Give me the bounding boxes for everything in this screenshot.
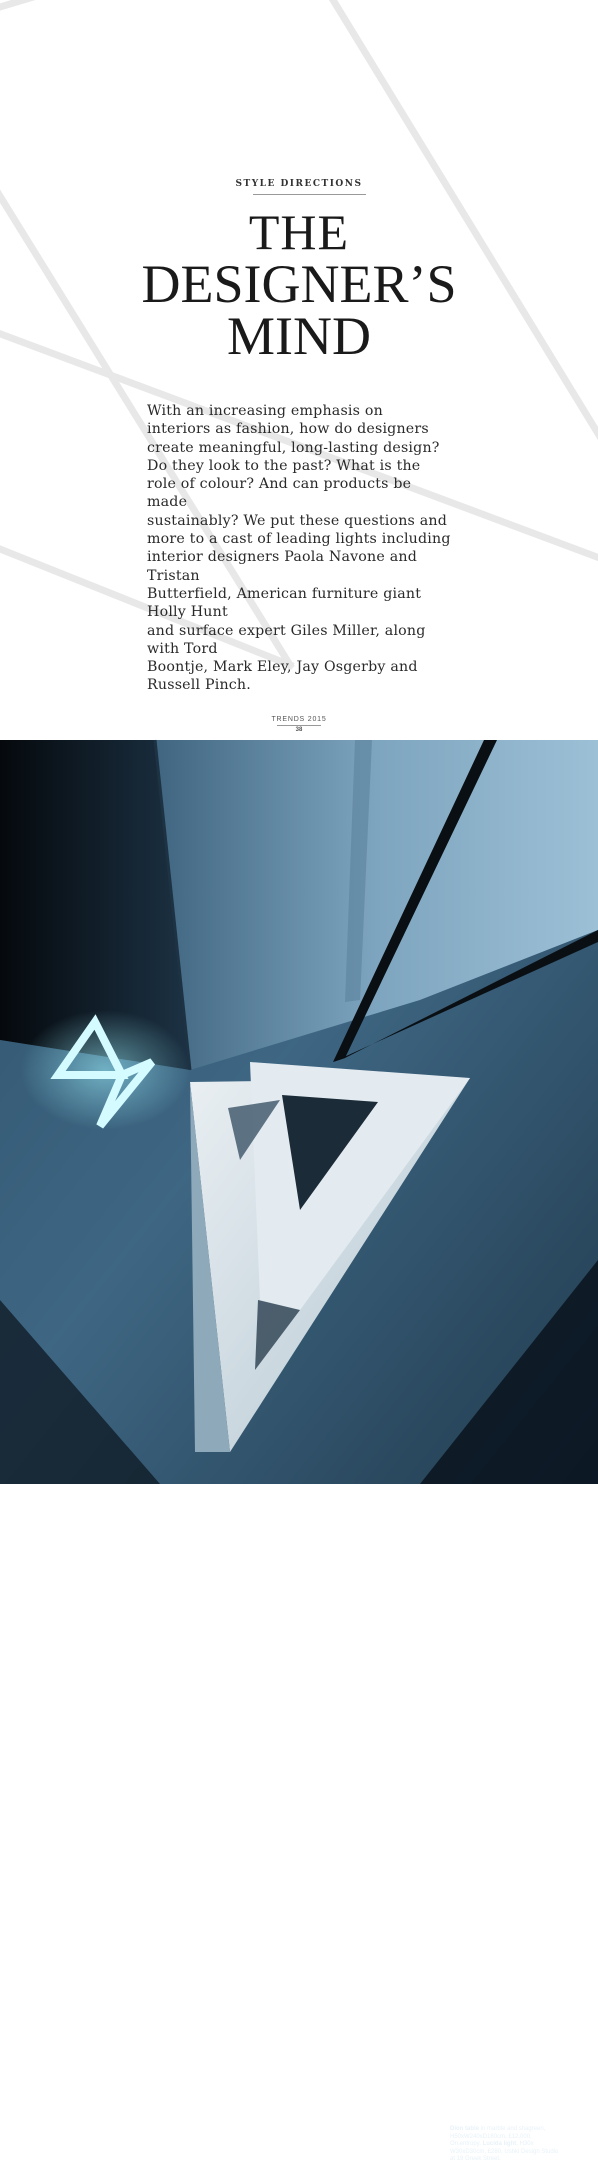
intro-line: Boontje, Mark Eley, Jay Osgerby and Russell Pinch. bbox=[147, 659, 418, 694]
article-page bbox=[0, 0, 598, 740]
headline-line-1: THE bbox=[248, 204, 350, 260]
caption-title-lucida: Lucida light bbox=[482, 2141, 517, 2148]
intro-line: more to a cast of leading lights including bbox=[147, 531, 451, 548]
folio-title: TRENDS 2015 bbox=[271, 716, 327, 723]
headline-line-3: MIND bbox=[227, 306, 371, 366]
product-photo bbox=[0, 740, 598, 2163]
intro-line: and surface expert Giles Miller, along with Tord bbox=[147, 622, 426, 657]
page-number: 38 bbox=[295, 727, 303, 733]
headline-line-2: DESIGNER’S bbox=[141, 254, 457, 314]
intro-line: interior designers Paola Navone and Tristan bbox=[147, 549, 417, 584]
intro-line: create meaningful, long-lasting design? bbox=[147, 439, 440, 456]
headline bbox=[0, 204, 598, 366]
kicker-rule bbox=[253, 194, 366, 195]
intro-line: interiors as fashion, how do designers bbox=[147, 421, 429, 438]
caption-text-dion: in marble and shagreen, H50xW240xD180cm, £12,000, On.entropy. bbox=[450, 2126, 546, 2148]
photo-illustration bbox=[0, 740, 598, 1484]
photo-caption bbox=[450, 2126, 560, 2164]
folio bbox=[0, 716, 598, 733]
intro-line: sustainably? We put these questions and bbox=[147, 512, 448, 529]
intro-line: role of colour? And can products be made bbox=[147, 476, 412, 511]
folio-rule bbox=[277, 725, 321, 726]
intro-paragraph bbox=[147, 402, 452, 695]
caption-title-dion: Dion table bbox=[450, 2126, 480, 2132]
intro-line: Do they look to the past? What is the bbox=[147, 457, 421, 474]
intro-line: With an increasing emphasis on bbox=[147, 403, 383, 419]
section-kicker: STYLE DIRECTIONS bbox=[235, 179, 363, 189]
intro-line: Butterfield, American furniture giant Holly Hunt bbox=[147, 585, 422, 621]
caption-text-lucida: , H30x W30xD30cm, £280, Ushki Design Studio at 19 Greek Street. bbox=[450, 2141, 559, 2163]
